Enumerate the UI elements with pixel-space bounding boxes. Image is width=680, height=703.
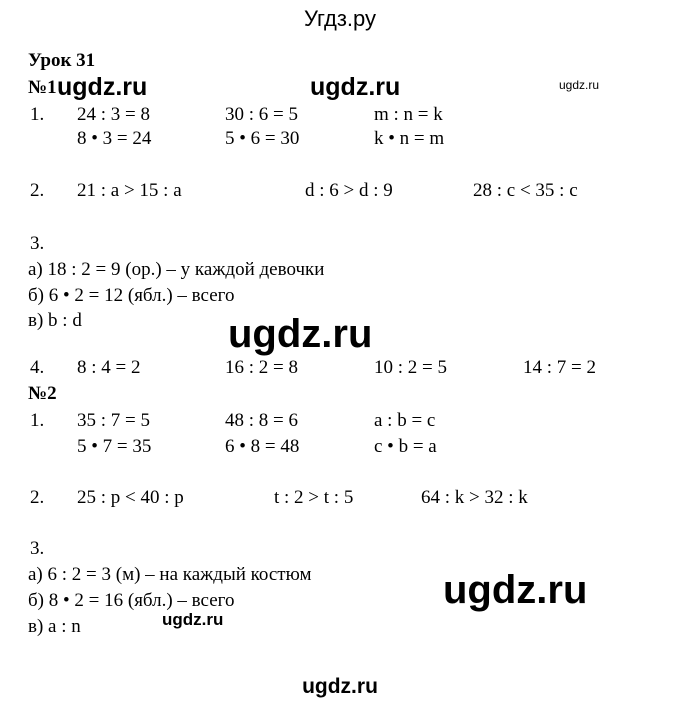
s2-task2-number: 2. [30, 487, 45, 508]
s1-task4-item-3: 10 : 2 = 5 [374, 357, 447, 378]
s2-task3-number: 3. [30, 538, 45, 559]
s1-task4-item-2: 16 : 2 = 8 [225, 357, 298, 378]
watermark-center: ugdz.ru [228, 312, 373, 356]
section-2-label: №2 [28, 383, 57, 404]
s2-task1-r2-c3: c • b = a [374, 436, 437, 457]
s2-task2-item-1: 25 : p < 40 : p [77, 487, 184, 508]
s1-task2-number: 2. [30, 180, 45, 201]
watermark-top-right: ugdz.ru [559, 78, 600, 92]
s1-task3-number: 3. [30, 233, 45, 254]
watermark-lower-right: ugdz.ru [443, 568, 588, 612]
s2-task3-line-b: б) 8 • 2 = 16 (ябл.) – всего [28, 590, 235, 611]
s1-task1-r1-c3: m : n = k [374, 104, 443, 125]
s1-task3-line-a: а) 18 : 2 = 9 (ор.) – у каждой девочки [28, 259, 325, 280]
s2-task3-line-a: а) 6 : 2 = 3 (м) – на каждый костюм [28, 564, 312, 585]
s1-task2-item-2: d : 6 > d : 9 [305, 180, 393, 201]
s1-task2-item-3: 28 : c < 35 : c [473, 180, 578, 201]
site-header: Угдз.ру [303, 6, 377, 31]
s2-task1-r2-c2: 6 • 8 = 48 [225, 436, 300, 457]
s1-task1-r2-c3: k • n = m [374, 128, 445, 149]
s2-task1-r1-c2: 48 : 8 = 6 [225, 410, 298, 431]
s2-task1-r1-c1: 35 : 7 = 5 [77, 410, 150, 431]
lesson-title: Урок 31 [28, 50, 96, 71]
s2-task1-r1-c3: a : b = c [374, 410, 436, 431]
s1-task1-r2-c2: 5 • 6 = 30 [225, 128, 300, 149]
watermark-lower-small: ugdz.ru [162, 610, 224, 629]
s2-task1-number: 1. [30, 410, 45, 431]
watermark-top-left: ugdz.ru [57, 73, 148, 101]
section-1-label: №1 [28, 77, 57, 98]
s2-task1-r2-c1: 5 • 7 = 35 [77, 436, 152, 457]
watermark-top-center: ugdz.ru [310, 73, 401, 101]
s1-task4-number: 4. [30, 357, 45, 378]
s1-task1-r1-c2: 30 : 6 = 5 [225, 104, 298, 125]
s1-task4-item-4: 14 : 7 = 2 [523, 357, 596, 378]
s1-task3-line-b: б) 6 • 2 = 12 (ябл.) – всего [28, 285, 235, 306]
s2-task3-line-c: в) a : n [28, 616, 81, 637]
s2-task2-item-3: 64 : k > 32 : k [421, 487, 528, 508]
s1-task4-item-1: 8 : 4 = 2 [77, 357, 141, 378]
s1-task1-r1-c1: 24 : 3 = 8 [77, 104, 150, 125]
footer-watermark: ugdz.ru [302, 675, 378, 698]
s1-task1-r2-c1: 8 • 3 = 24 [77, 128, 152, 149]
s2-task2-item-2: t : 2 > t : 5 [274, 487, 354, 508]
s1-task2-item-1: 21 : a > 15 : a [77, 180, 182, 201]
s1-task3-line-c: в) b : d [28, 310, 82, 331]
s1-task1-number: 1. [30, 104, 45, 125]
